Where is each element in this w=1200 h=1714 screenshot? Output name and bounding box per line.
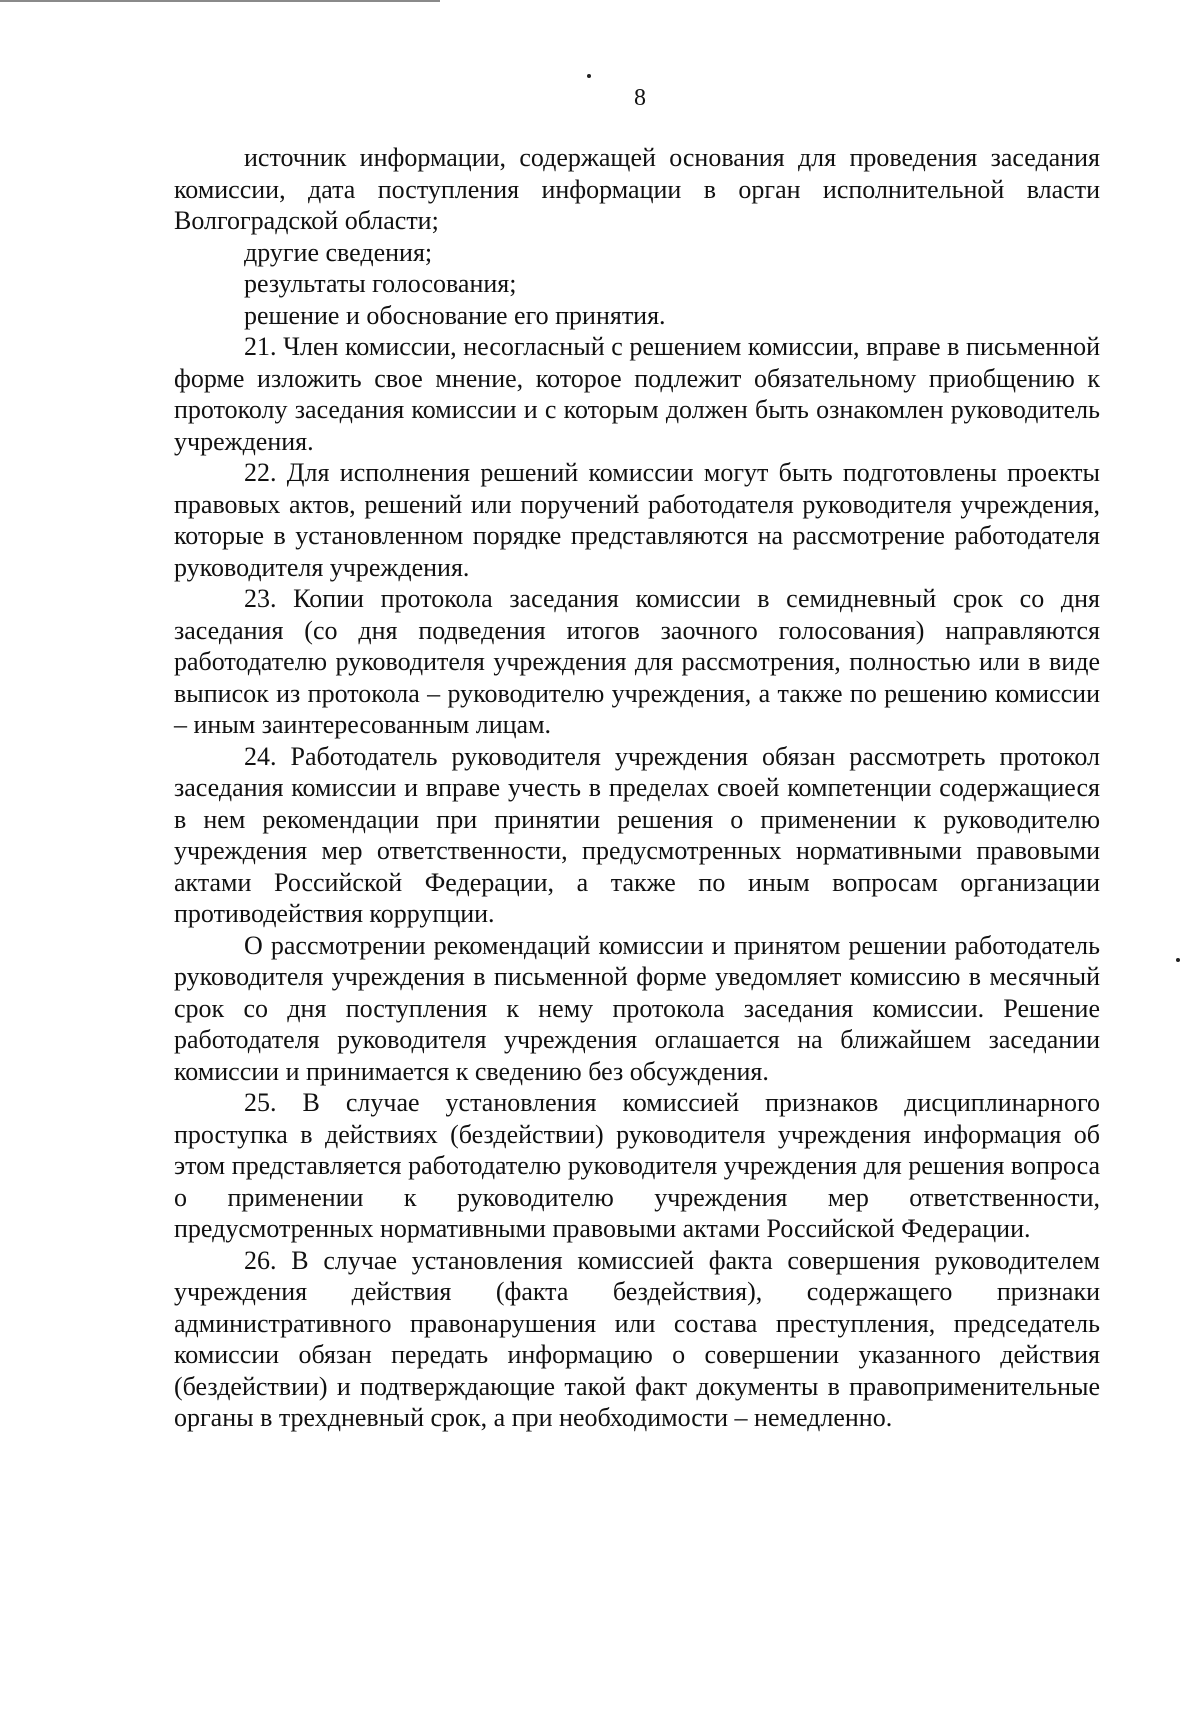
- paragraph: О рассмотрении рекомендаций комиссии и принятом решении работодатель руководителя учреждения в письменной форме уведомляет комиссию в месячный срок со дня поступления к нему протокола заседания комиссии. Решение работодателя руководителя учреждения оглашается на ближайшем заседании комиссии и принимается к сведению без обсуждения.: [174, 930, 1100, 1086]
- paragraph: 24. Работодатель руководителя учреждения обязан рассмотреть протокол заседания комиссии и вправе учесть в пределах своей компетенции содержащиеся в нем рекомендации при принятии решения о применении к руководителю учреждения мер ответственности, предусмотренных нормативными правовыми актами Российской Федерации, а также по иным вопросам организации противодействия коррупции.: [174, 741, 1100, 928]
- paragraph: 22. Для исполнения решений комиссии могут быть подготовлены проекты правовых актов, решений или поручений работодателя руководителя учреждения, которые в установленном порядке представляются на рассмотрение работодателя руководителя учреждения.: [174, 458, 1100, 582]
- paragraph: результаты голосования;: [244, 269, 517, 298]
- paragraph: источник информации, содержащей основания для проведения заседания комиссии, дата поступления информации в орган исполнительной власти Волгоградской области;: [174, 143, 1100, 235]
- paragraph: 26. В случае установления комиссией факта совершения руководителем учреждения действия (факта бездействия), содержащего признаки административного правонарушения или состава преступления, председатель комиссии обязан передать информацию о совершении указанного действия (бездействии) и подтверждающие такой факт документы в правоприменительные органы в трехдневный срок, а при необходимости – немедленно.: [174, 1245, 1100, 1432]
- paragraph: другие сведения;: [244, 237, 433, 267]
- page-number: 8: [634, 85, 646, 111]
- paragraph: решение и обоснование его принятия.: [244, 300, 666, 330]
- scan-speck: [587, 74, 591, 78]
- scan-speck: [1176, 958, 1180, 962]
- paragraph: 25. В случае установления комиссией признаков дисциплинарного проступка в действиях (бездействии) руководителя учреждения информация об этом представляется работодателю руководителя учреждения для решения вопроса о применении к руководителю учреждения мер ответственности, предусмотренных нормативными правовыми актами Российской Федерации.: [174, 1088, 1100, 1243]
- scan-edge-line: [0, 0, 440, 2]
- paragraph: 21. Член комиссии, несогласный с решением комиссии, вправе в письменной форме изложить свое мнение, которое подлежит обязательному приобщению к протоколу заседания комиссии и с которым должен быть ознакомлен руководитель учреждения.: [174, 332, 1100, 456]
- document-body: [174, 142, 1100, 1434]
- paragraph: 23. Копии протокола заседания комиссии в семидневный срок со дня заседания (со дня подведения итогов заочного голосования) направляются работодателю руководителя учреждения для рассмотрения, полностью или в виде выписок из протокола – руководителю учреждения, а также по решению комиссии – иным заинтересованным лицам.: [174, 584, 1100, 739]
